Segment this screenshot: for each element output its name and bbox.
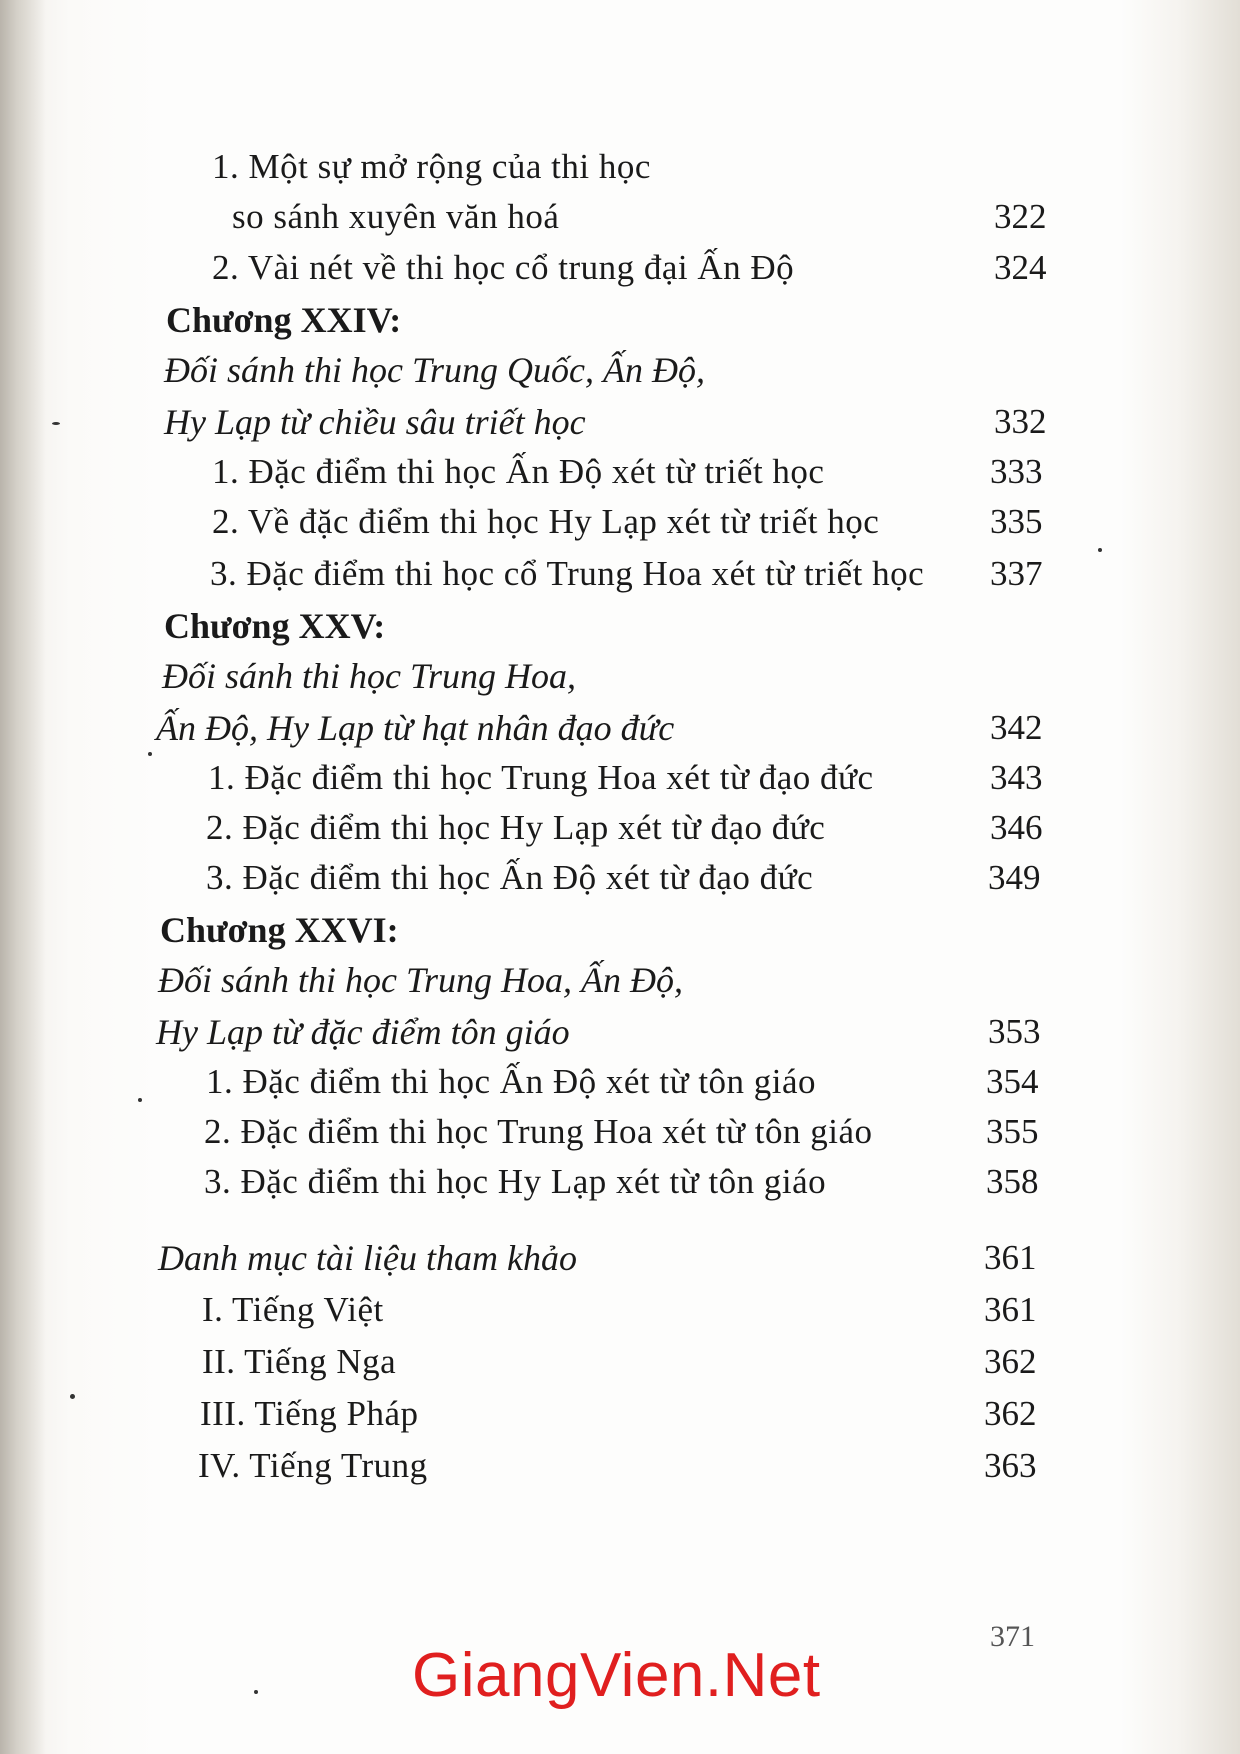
toc-entry [208,754,1060,802]
scan-speck [138,1098,142,1102]
toc-entry [164,398,1060,446]
toc-entry-page: 337 [990,554,1043,593]
toc-entry-title: 3. Đặc điểm thi học Hy Lạp xét từ tôn giáo [204,1162,827,1201]
scan-speck [254,1690,258,1694]
toc-entry-page: 335 [990,502,1043,541]
toc-entry-title: Hy Lạp từ chiều sâu triết học [164,402,586,442]
toc-entry-title: I. Tiếng Việt [202,1290,384,1329]
toc-entry [202,1338,1060,1386]
toc-entry-title: 2. Về đặc điểm thi học Hy Lạp xét từ triết học [212,502,880,541]
toc-entry-page: 362 [984,1394,1037,1433]
toc-entry-title: Chương XXIV: [166,300,402,340]
toc-entry [212,448,1060,496]
toc-entry-title: Đối sánh thi học Trung Hoa, [162,656,577,696]
toc-entry [166,296,1060,344]
toc-entry-page: 354 [986,1062,1039,1101]
toc-entry [198,1442,1060,1490]
toc-entry [204,1108,1060,1156]
toc-entry [204,1158,1060,1206]
toc-entry [206,854,1060,902]
toc-entry [164,346,1060,394]
toc-entry [212,244,1060,292]
toc-entry-title: Hy Lạp từ đặc điểm tôn giáo [156,1012,570,1052]
toc-entry-page: 361 [984,1290,1037,1329]
toc-entry [212,498,1060,546]
toc-entry-title: 2. Đặc điểm thi học Trung Hoa xét từ tôn giáo [204,1112,873,1151]
toc-entry-page: 333 [990,452,1043,491]
scan-speck [148,752,152,756]
scan-speck [70,1394,75,1399]
toc-entry-title: Chương XXV: [164,606,386,646]
toc-entry [156,704,1060,752]
toc-entry-page: 332 [994,402,1047,441]
toc-entry-title: III. Tiếng Pháp [200,1394,419,1433]
scan-speck [52,422,60,425]
toc-entry [202,1286,1060,1334]
toc-entry-page: 324 [994,248,1047,287]
toc-entry [164,602,1060,650]
toc-entry-page: 322 [994,197,1047,236]
toc-entry-title: II. Tiếng Nga [202,1342,397,1381]
toc-entry [232,193,1060,241]
toc-entry-title: 2. Vài nét về thi học cổ trung đại Ấn Độ [212,248,795,287]
toc-entry-title: 1. Đặc điểm thi học Ấn Độ xét từ triết học [212,452,825,491]
toc-entry [160,906,1060,954]
toc-entry-page: 362 [984,1342,1037,1381]
toc-entry [206,804,1060,852]
toc-entry-title: 1. Đặc điểm thi học Trung Hoa xét từ đạo đức [208,758,874,797]
toc-entry-page: 363 [984,1446,1037,1485]
page-number: 371 [990,1620,1035,1653]
toc-entry [158,956,1060,1004]
toc-entry-page: 361 [984,1238,1037,1277]
toc-entry-title: Chương XXVI: [160,910,399,950]
toc-entry-title: IV. Tiếng Trung [198,1446,428,1485]
toc-entry-title: 3. Đặc điểm thi học Ấn Độ xét từ đạo đức [206,858,814,897]
watermark-text: GiangVien.Net [412,1641,821,1710]
scan-speck [1098,548,1102,552]
toc-entry-page: 346 [990,808,1043,847]
toc-entry-title: Danh mục tài liệu tham khảo [158,1238,577,1278]
toc-entry-title: 1. Một sự mở rộng của thi học [212,147,651,186]
toc-entry-title: Đối sánh thi học Trung Hoa, Ấn Độ, [158,960,684,1000]
toc-entry-page: 358 [986,1162,1039,1201]
toc-entry [156,1008,1060,1056]
toc-entry-title: 3. Đặc điểm thi học cổ Trung Hoa xét từ triết học [210,554,925,593]
toc-entry-page: 343 [990,758,1043,797]
toc-entry [162,652,1060,700]
toc-entry [158,1234,1060,1282]
toc-entry-page: 355 [986,1112,1039,1151]
toc-entry [200,1390,1060,1438]
toc-entry [210,550,1060,598]
toc-entry-title: Đối sánh thi học Trung Quốc, Ấn Độ, [164,350,706,390]
toc-entry [206,1058,1060,1106]
toc-entry-title: so sánh xuyên văn hoá [232,197,560,236]
toc-entry-title: Ấn Độ, Hy Lạp từ hạt nhân đạo đức [156,708,675,748]
toc-entry-title: 2. Đặc điểm thi học Hy Lạp xét từ đạo đức [206,808,826,847]
toc-entry-page: 349 [988,858,1041,897]
toc-entry-page: 353 [988,1012,1041,1051]
toc-entry [212,143,1060,191]
toc-entry-title: 1. Đặc điểm thi học Ấn Độ xét từ tôn giáo [206,1062,817,1101]
toc-entry-page: 342 [990,708,1043,747]
